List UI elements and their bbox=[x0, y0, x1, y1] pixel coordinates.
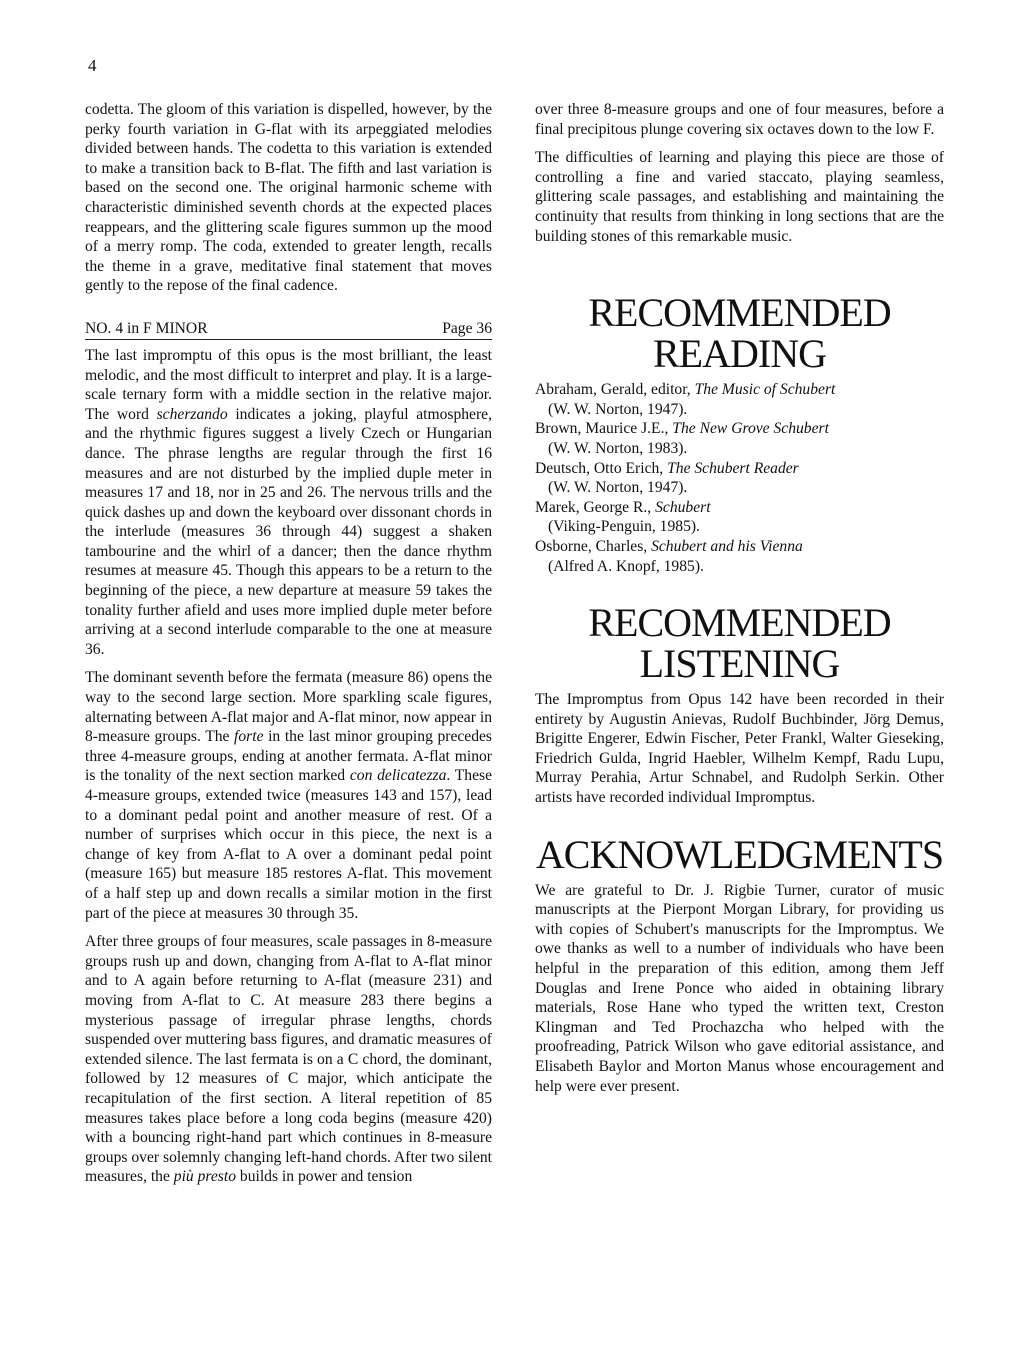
section-page-ref: Page 36 bbox=[442, 319, 492, 337]
reading-heading-line-2: READING bbox=[653, 331, 826, 377]
reading-list-item bbox=[535, 459, 944, 498]
listening-heading bbox=[535, 600, 944, 687]
ref-author: Brown, Maurice J.E., bbox=[535, 420, 673, 438]
reading-heading-line-1: RECOMMENDED bbox=[588, 290, 891, 336]
continued-paragraph: over three 8-measure groups and one of four measures, before a final precipitous plunge covering six octaves down to the low F. bbox=[535, 101, 944, 138]
acknowledgments-heading: ACKNOWLEDGMENTS bbox=[535, 831, 944, 877]
reading-list-item bbox=[535, 498, 944, 537]
reading-list-item bbox=[535, 380, 944, 419]
text-run: builds in power and tension bbox=[236, 1168, 413, 1186]
ref-author: Osborne, Charles, bbox=[535, 537, 652, 555]
right-column bbox=[535, 100, 944, 1105]
listening-heading-line-2: LISTENING bbox=[639, 641, 840, 687]
text-run: indicates a joking, playful atmosphere, and the rhythmic figures suggest a lively Czech or Hungarian dance. The phrase lengths are regular through the first 16 measures and are not disturbed by the implied duple meter in measures 17 and 18, nor in 25 and 26. The nervous trills and the quick dashes up and down the keyboard over dissonant chords in the interlude (measures 36 through 44) suggest a shaken tambourine and the whirl of a dancer; then the dance rhythm resumes at measure 45. Though this appears to be a return to the beginning of the piece, a new departure at measure 59 takes the tonality further afield and uses more implied duple meter before arriving at a second interlude comparable to the one at measure 36. bbox=[85, 405, 492, 658]
intro-paragraph: codetta. The gloom of this variation is dispelled, however, by the perky fourth variation in G-flat with its arpeggiated melodies divided between hands. The codetta to this variation is extended to make a transition back to B-flat. The fifth and last variation is based on the second one. The original harmonic scheme with characteristic diminished seventh chords at the expected places reappears, and the glittering scale figures summon up the mood of a merry romp. The coda, extended to greater length, recalls the theme in a grave, meditative final statement that moves gently to the repose of the final cadence. bbox=[85, 101, 492, 295]
listening-heading-line-1: RECOMMENDED bbox=[588, 600, 891, 646]
italic-term: più presto bbox=[173, 1168, 236, 1186]
text-run: . These 4-measure groups, extended twice (measures 143 and 157), lead to a dominant pedal point and another measure of rest. Of a number of surprises which occur in this piece, the next is a change of key from A-flat to A over a dominant pedal point (measure 165) but measure 185 restores A-flat. This movement of a half step up and down recalls a similar motion in the first part of the piece at measures 30 through 35. bbox=[85, 767, 492, 922]
ref-title: Schubert and his Vienna bbox=[651, 537, 803, 555]
left-column bbox=[85, 100, 492, 1196]
ref-title: The New Grove Schubert bbox=[672, 420, 829, 438]
page-number: 4 bbox=[88, 56, 97, 75]
italic-term: forte bbox=[234, 728, 264, 746]
reading-heading bbox=[535, 290, 944, 377]
listening-paragraph: The Impromptus from Opus 142 have been recorded in their entirety by Augustin Anievas, Rudolf Buchbinder, Jörg Demus, Brigitte Engerer, Edwin Fischer, Peter Frankl, Walter Gieseking, Friedrich Gulda, Ingrid Haebler, Wilhelm Kempf, Radu Lupu, Murray Perahia, Artur Schnabel, and Rudolph Serkin. Other artists have recorded individual Impromptus. bbox=[535, 691, 944, 807]
italic-term: scherzando bbox=[156, 405, 228, 423]
acknowledgments-paragraph: We are grateful to Dr. J. Rigbie Turner, curator of music manuscripts at the Pierpont Morgan Library, for providing us with copies of Schubert's manuscripts for the Impromptus. We owe thanks as well to a number of individuals who have been helpful in the preparation of this edition, among them Jeff Douglas and Irene Ponce who aided in obtaining library materials, Rose Hane who typed the written text, Creston Klingman and Ted Prochazcha who helped with the proofreading, Patrick Wilson who gave editorial assistance, and Elisabeth Baylor and Morton Manus whose encouragement and help were ever present. bbox=[535, 881, 944, 1095]
reading-list-item bbox=[535, 419, 944, 458]
ref-title: Schubert bbox=[655, 498, 711, 516]
ref-publisher: (Viking-Penguin, 1985). bbox=[548, 518, 700, 536]
ref-publisher: (Alfred A. Knopf, 1985). bbox=[548, 557, 704, 575]
text-run: in the last minor grouping precedes three 4-measure groups, ending at another fermata. A-flat minor is the tonality of the next section marked bbox=[85, 728, 492, 785]
text-run: The last impromptu of this opus is the most brilliant, the least melodic, and the most difficult to interpret and play. It is a large-scale ternary form with a middle section in the relative major. The word bbox=[85, 346, 492, 423]
body-paragraph-3 bbox=[85, 932, 492, 1187]
ref-author: Abraham, Gerald, editor, bbox=[535, 381, 695, 399]
body-paragraph-1 bbox=[85, 346, 492, 660]
ref-title: The Schubert Reader bbox=[667, 459, 799, 477]
reading-list bbox=[535, 380, 944, 576]
body-paragraph-2 bbox=[85, 668, 492, 923]
difficulties-paragraph: The difficulties of learning and playing this piece are those of controlling a fine and varied staccato, playing seamless, glittering scale passages, and establishing and maintaining the continuity that results from thinking in long sections that are the building stones of this remarkable music. bbox=[535, 149, 944, 245]
ref-author: Deutsch, Otto Erich, bbox=[535, 459, 668, 477]
ref-publisher: (W. W. Norton, 1947). bbox=[548, 400, 688, 418]
text-run: After three groups of four measures, scale passages in 8-measure groups rush up and down, changing from A-flat to A-flat minor and to A again before returning to A-flat (measure 231) and moving from A-flat to C. At measure 283 there begins a mysterious passage of irregular phrase lengths, chords suspended over muttering bass figures, and dramatic measures of extended silence. The last fermata is on a C chord, the dominant, followed by 12 measures of C major, which anticipate the recapitulation of the first section. A literal repetition of 85 measures takes place before a long coda begins (measure 420) with a bouncing right-hand part which continues in 8-measure groups over solemnly changing left-hand chords. After two silent measures, the bbox=[85, 933, 492, 1186]
italic-term: con delicatezza bbox=[349, 767, 447, 785]
ref-publisher: (W. W. Norton, 1947). bbox=[548, 479, 688, 497]
reading-list-item bbox=[535, 537, 944, 576]
ref-author: Marek, George R., bbox=[535, 498, 656, 516]
text-run: The dominant seventh before the fermata (measure 86) opens the way to the second large section. More sparkling scale figures, alternating between A-flat major and A-flat minor, now appear in 8-measure groups. The bbox=[85, 669, 492, 746]
section-header bbox=[85, 319, 492, 340]
acknowledgments-heading-block bbox=[535, 831, 944, 877]
ref-publisher: (W. W. Norton, 1983). bbox=[548, 439, 688, 457]
section-title: NO. 4 in F MINOR bbox=[85, 319, 208, 337]
ref-title: The Music of Schubert bbox=[694, 381, 836, 399]
